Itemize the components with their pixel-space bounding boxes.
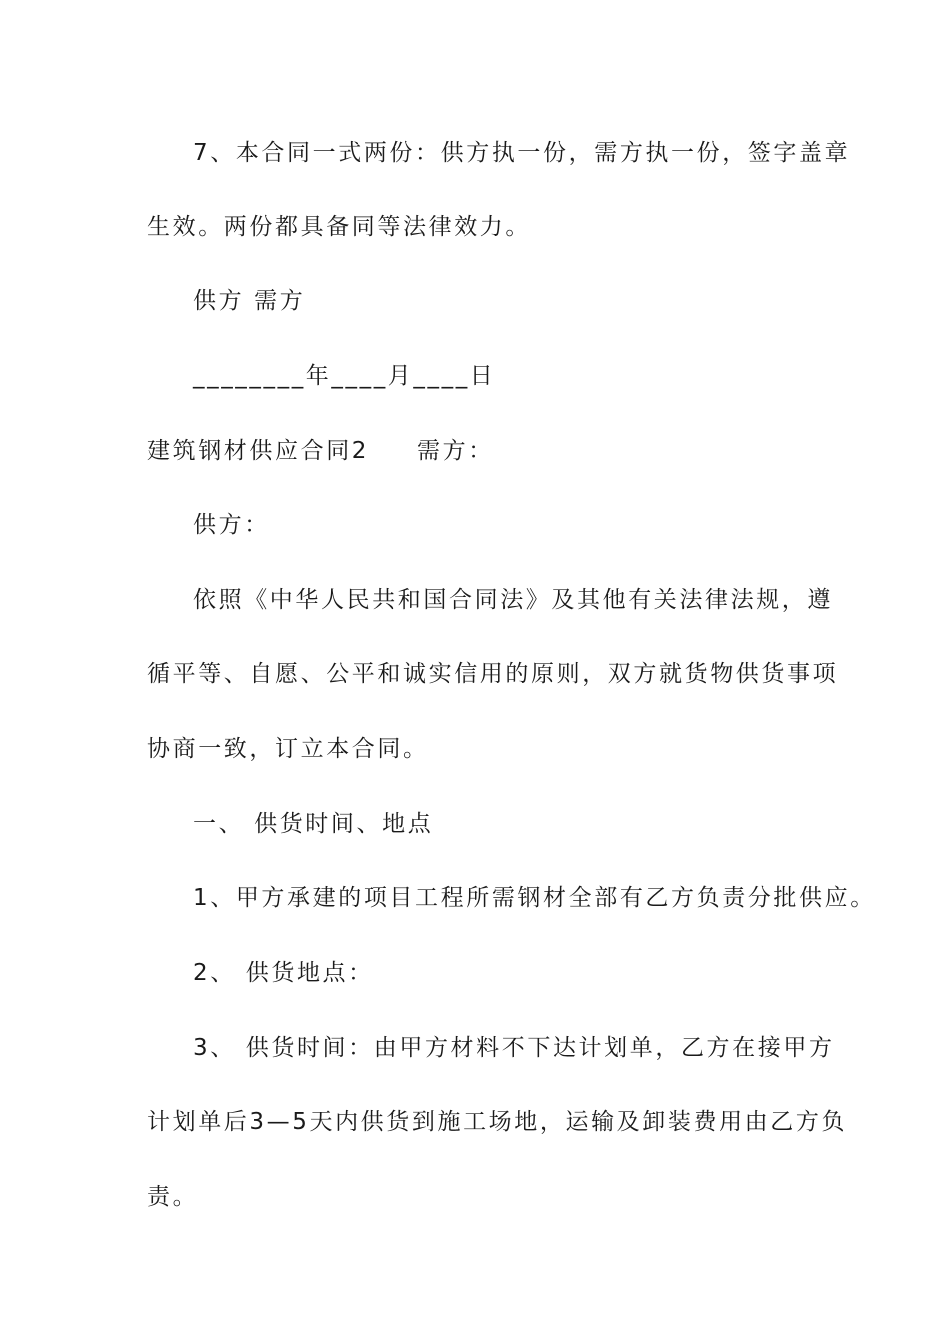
supplier-label: 供方：: [193, 512, 270, 538]
contract-title-row: [147, 436, 494, 466]
contract-title: 建筑钢材供应合同2: [147, 438, 370, 464]
date-blank: ________年____月____日: [193, 363, 496, 389]
item-3-line-1: 3、 供货时间：由甲方材料不下达计划单，乙方在接甲方: [193, 1035, 835, 1061]
preamble-line-1: 依照《中华人民共和国合同法》及其他有关法律法规，遵: [193, 587, 833, 613]
preamble-line-2: 循平等、自愿、公平和诚实信用的原则，双方就货物供货事项: [147, 661, 839, 687]
signature-parties: 供方 需方: [193, 288, 306, 314]
preamble-line-3: 协商一致，订立本合同。: [147, 736, 429, 762]
item-2: 2、 供货地点：: [193, 960, 374, 986]
item-3-line-3: 责。: [147, 1184, 199, 1210]
clause-7-line-1: 7、本合同一式两份：供方执一份，需方执一份，签字盖章: [193, 140, 851, 166]
item-1: 1、甲方承建的项目工程所需钢材全部有乙方负责分批供应。: [193, 885, 876, 911]
item-3-line-2: 计划单后3—5天内供货到施工场地，运输及卸装费用由乙方负: [147, 1109, 848, 1135]
buyer-label: 需方：: [417, 438, 494, 464]
section-1-heading: 一、 供货时间、地点: [193, 811, 434, 837]
clause-7-line-2: 生效。两份都具备同等法律效力。: [147, 214, 531, 240]
